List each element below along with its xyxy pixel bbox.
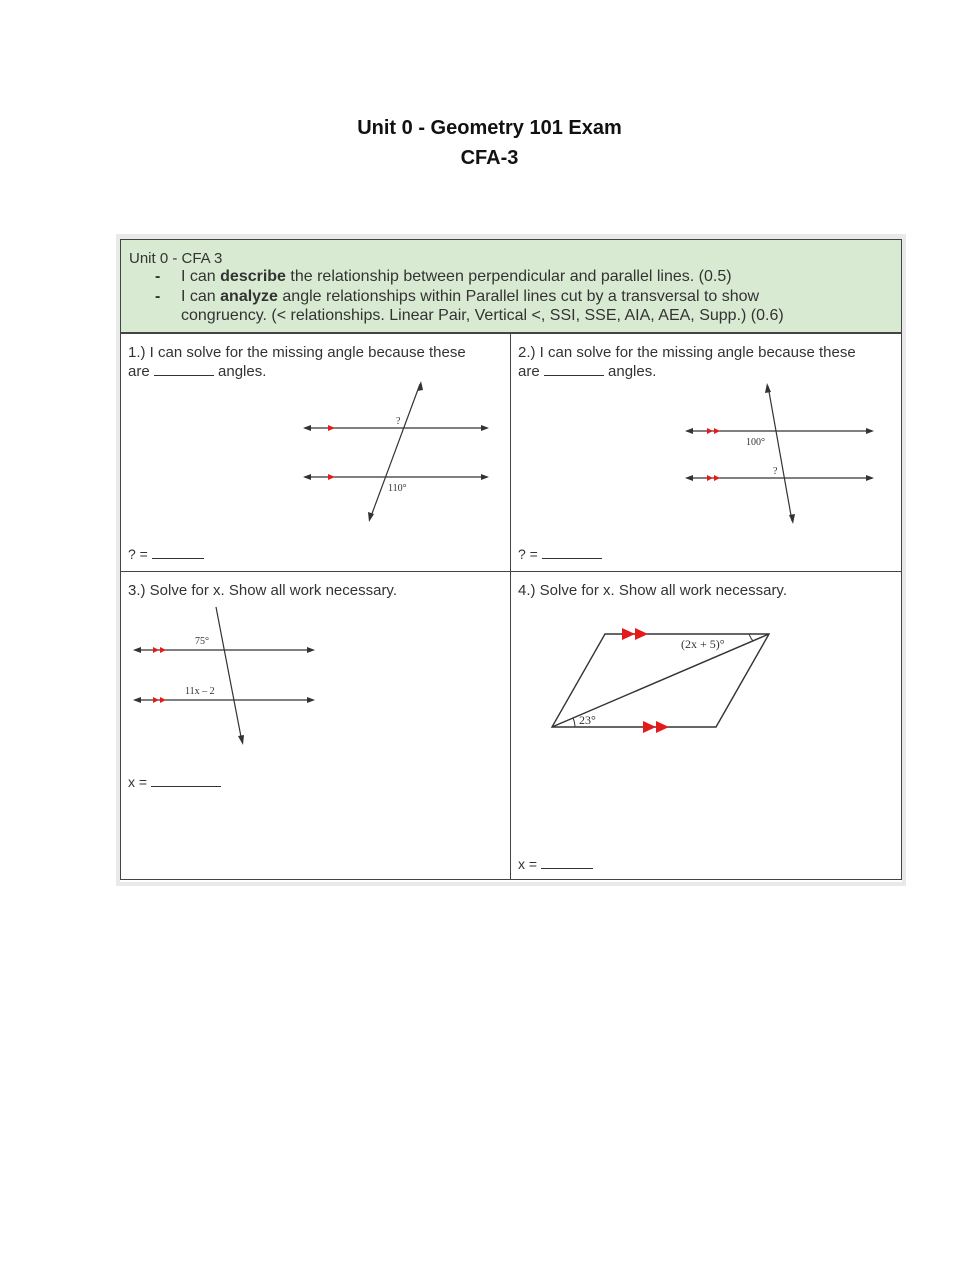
question-4-diagram: [511, 572, 903, 881]
question-3-answer-label: x =: [128, 774, 148, 790]
question-2-answer-blank[interactable]: [542, 546, 602, 559]
objective-1: [181, 268, 732, 286]
question-4-prompt: 4.) Solve for x. Show all work necessary.: [518, 582, 787, 599]
question-1-are: are: [128, 363, 150, 380]
question-4-cell: [510, 571, 902, 880]
question-1-line1: 1.) I can solve for the missing angle because these: [128, 344, 466, 361]
question-3-prompt: 3.) Solve for x. Show all work necessary.: [128, 582, 397, 599]
question-3-diagram: [121, 572, 512, 881]
question-1-angles: angles.: [218, 363, 267, 380]
question-2-line1: 2.) I can solve for the missing angle because these: [518, 344, 856, 361]
question-1-diagram: [121, 334, 512, 573]
question-1-answer-blank[interactable]: [152, 546, 204, 559]
question-4-answer-label: x =: [518, 856, 538, 872]
objectives-box: [120, 239, 902, 333]
objective-2: [181, 288, 759, 306]
bullet-dash: -: [155, 288, 161, 305]
question-2-diagram: [511, 334, 903, 573]
question-2-are: are: [518, 363, 540, 380]
question-2-given-label: 100°: [746, 437, 765, 448]
question-1-given-label: 110°: [388, 483, 407, 494]
question-3-cell: [120, 571, 511, 880]
objective-2-pre: I can: [181, 288, 221, 305]
question-4-answer: [518, 856, 593, 872]
question-3-top-label: 75°: [195, 636, 209, 647]
question-3-bottom-label: 11x – 2: [185, 686, 215, 697]
page-subtitle: CFA-3: [460, 147, 519, 169]
objective-1-pre: I can: [181, 268, 221, 285]
question-2-answer: [518, 546, 602, 562]
question-3-answer-blank[interactable]: [151, 774, 221, 787]
objective-2-post: angle relationships within Parallel lines cut by a transversal to show: [277, 288, 760, 305]
objective-2-continued: congruency. (< relationships. Linear Pair, Vertical <, SSI, SSE, AIA, AEA, Supp.) (0.6): [181, 307, 784, 324]
question-4-answer-blank[interactable]: [541, 856, 593, 869]
question-1-answer-label: ? =: [128, 546, 148, 562]
question-1-unknown-label: ?: [396, 416, 401, 427]
question-2-angles: angles.: [608, 363, 657, 380]
objective-1-keyword: describe: [220, 268, 286, 285]
objective-1-post: the relationship between perpendicular and parallel lines. (0.5): [285, 268, 732, 285]
question-3-answer: [128, 774, 221, 790]
bullet-dash: -: [155, 268, 161, 285]
page-title: Unit 0 - Geometry 101 Exam: [357, 117, 622, 139]
objectives-heading: Unit 0 - CFA 3: [129, 250, 223, 267]
worksheet: [120, 239, 902, 882]
question-2-cell: [510, 333, 902, 572]
question-1-cell: [120, 333, 511, 572]
question-2-answer-label: ? =: [518, 546, 538, 562]
question-2-unknown-label: ?: [773, 466, 778, 477]
question-1-answer: [128, 546, 204, 562]
objective-2-keyword: analyze: [220, 288, 278, 305]
question-4-top-label: (2x + 5)°: [681, 637, 725, 651]
question-4-bottom-label: 23°: [579, 713, 596, 727]
